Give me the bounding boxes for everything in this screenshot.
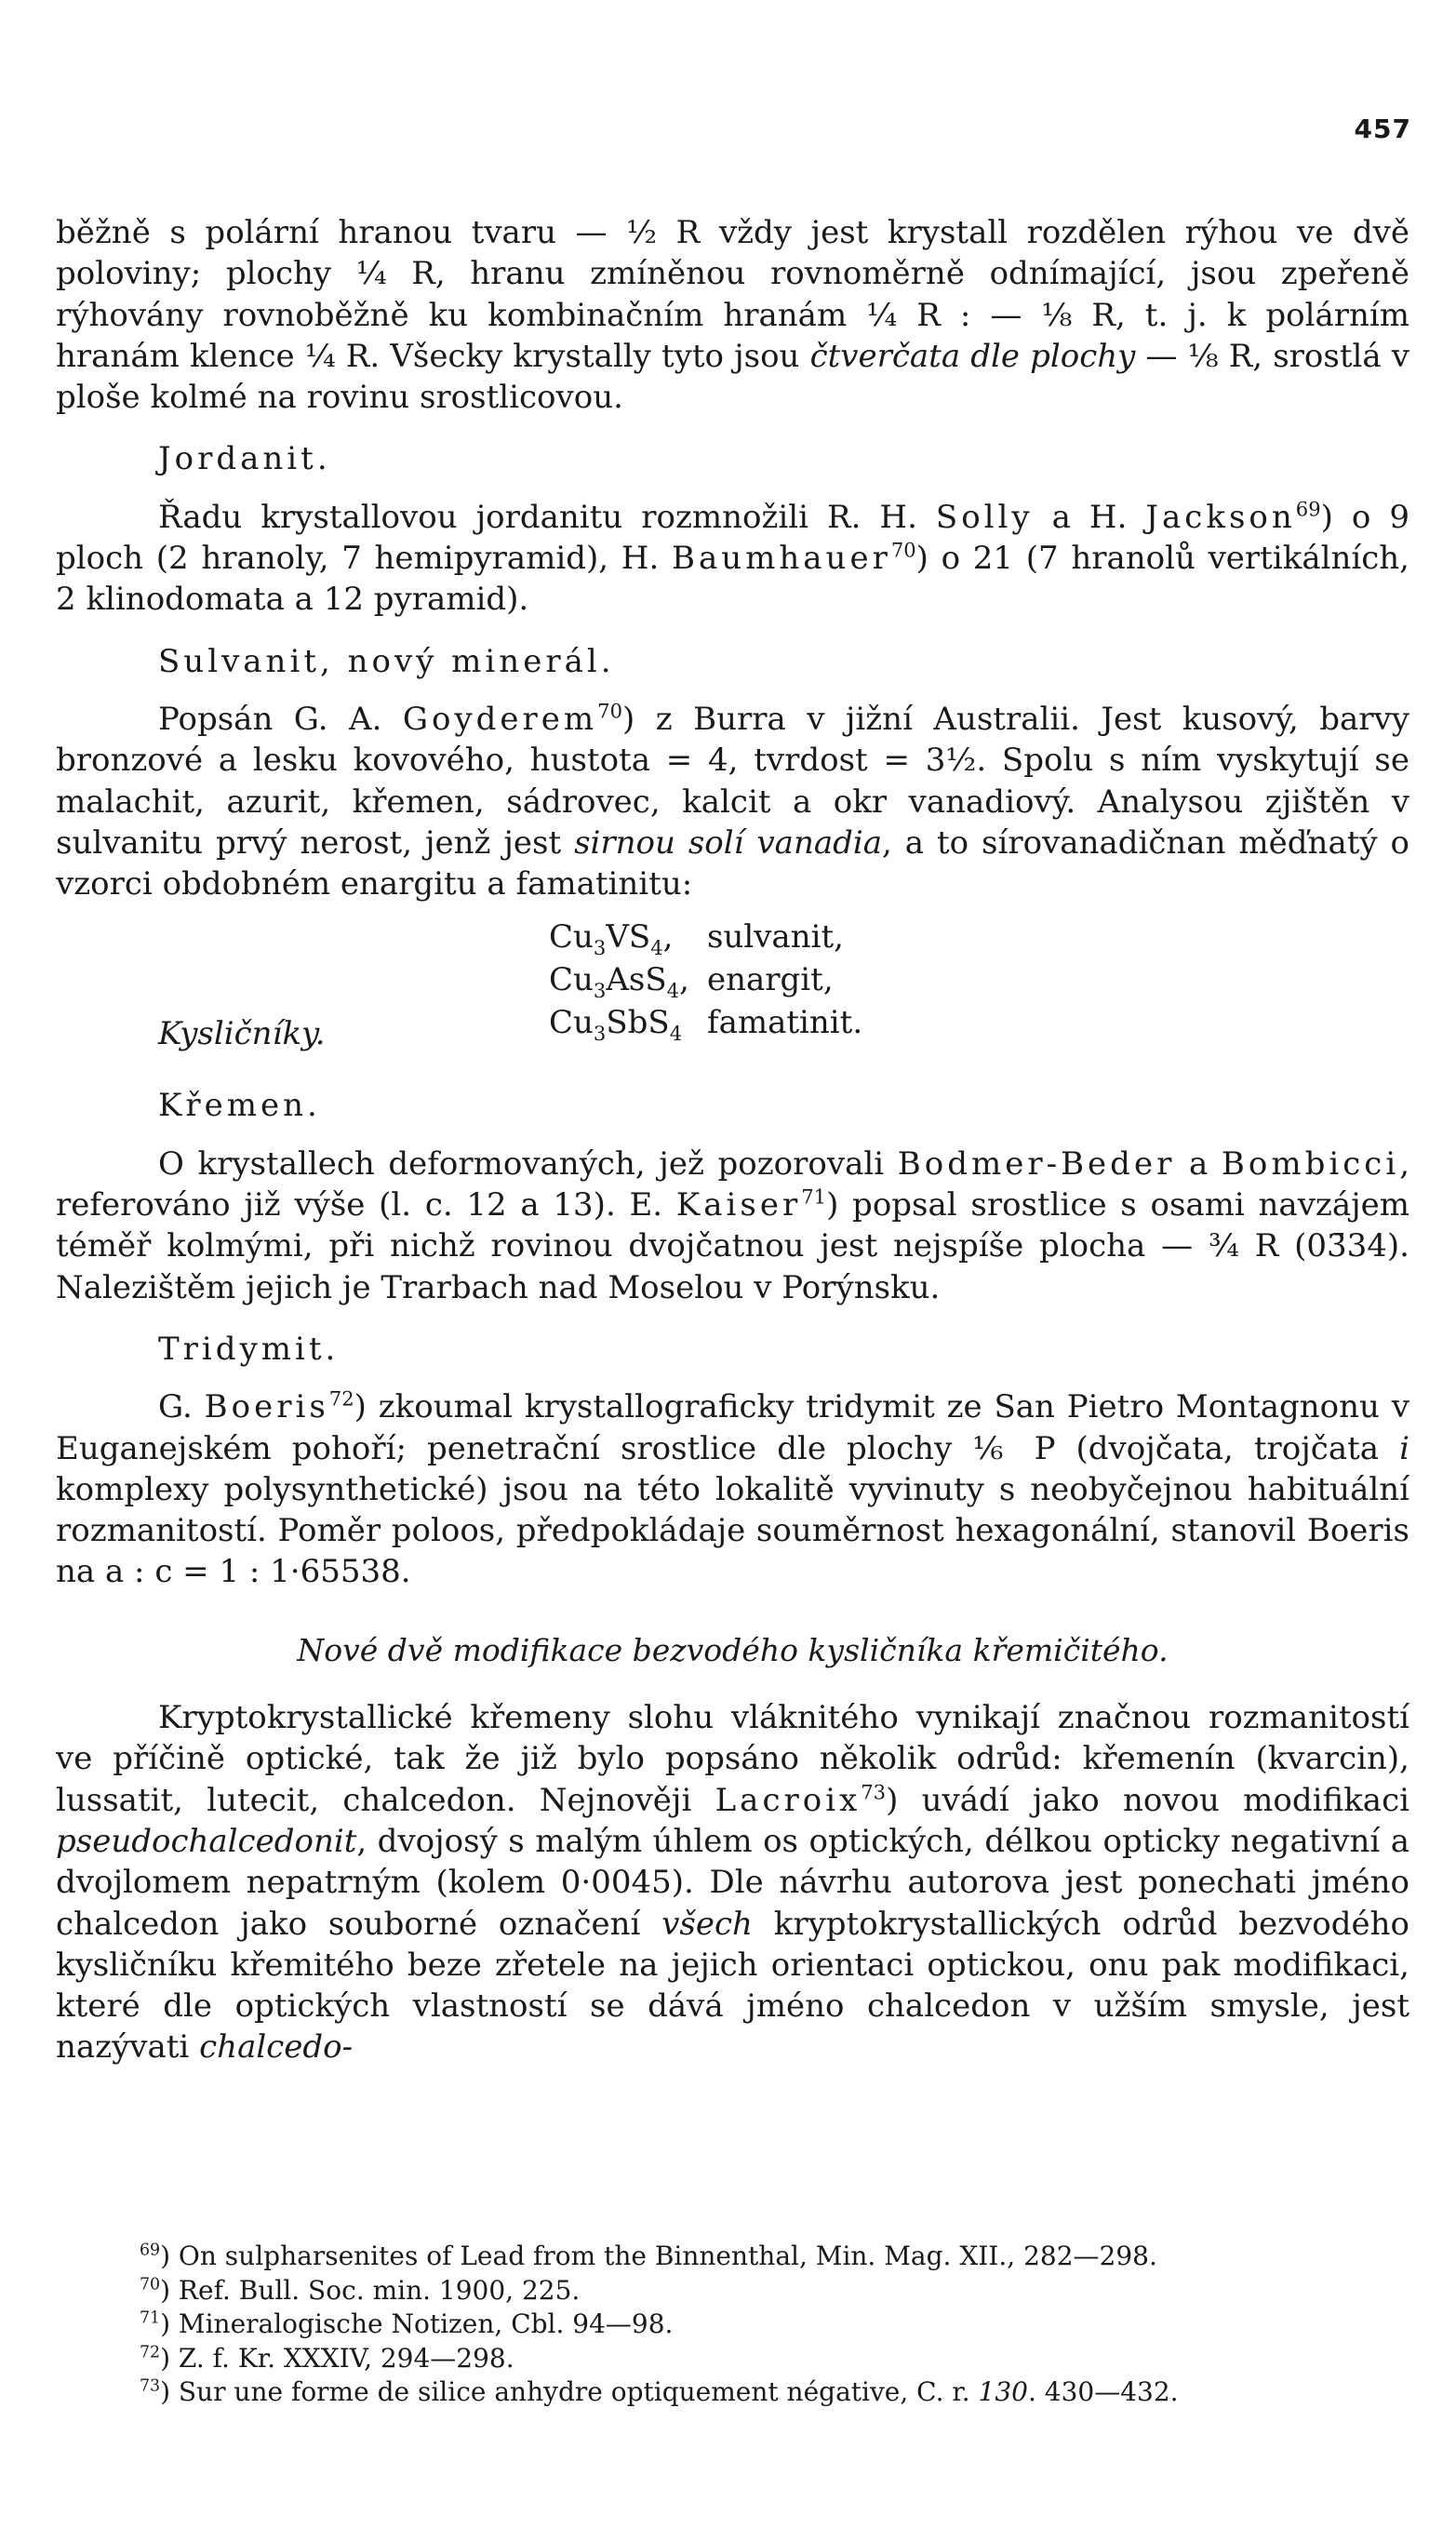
footnote-number: 72	[140, 2343, 161, 2362]
paragraph-jordanit	[56, 497, 1409, 621]
footnote-text: ) Ref. Bull. Soc. min. 1900, 225.	[160, 2274, 581, 2306]
intro-italic: čtverčata dle plochy	[809, 337, 1136, 375]
footnote-70	[140, 2274, 1414, 2308]
footnote-number: 70	[140, 2275, 161, 2294]
heading-kyslicniky: Kysličníky.	[158, 1015, 326, 1053]
text: Popsán G. A.	[158, 700, 382, 738]
author-name: Baumhauer	[671, 540, 891, 578]
page-number: 457	[1354, 114, 1411, 144]
formula-enargit	[549, 958, 862, 1001]
mineral-name: enargit,	[707, 961, 834, 999]
footnote-ref: 71	[801, 1184, 827, 1209]
text: ) z Burra v jižní Australii. Jest kusový, barvy bronzové a lesku kovového, hustota = 4, tvrdost = 3½. Spolu s ním vyskytují se malachit, azurit, křemen, sádrovec, kalcit a okr vanadiový. Analysou zjištěn v sulvanitu prvý nerost, jenž jest	[56, 700, 1409, 862]
text: , referováno již výše (l. c. 12 a 13). E.	[56, 1144, 1410, 1224]
formula-block	[56, 916, 1409, 1064]
formula-part: Cu	[549, 961, 594, 999]
footnote-72	[140, 2342, 1414, 2376]
mineral-name: famatinit.	[707, 1004, 863, 1042]
text: ) o 21 (7 hranolů vertikálních, 2 klinodomata a 12 pyramid).	[56, 540, 1409, 619]
paragraph-sulvanit	[56, 699, 1409, 904]
text: ) uvádí jako novou modifikaci	[886, 1781, 1409, 1819]
text: Řadu krystallovou jordanitu rozmnožili R. H.	[158, 498, 917, 536]
formula-sub: 4	[669, 1022, 683, 1046]
section-title: Nové dvě modifikace bezvodého kysličníka křemičitého.	[297, 1631, 1169, 1668]
author-name: Solly	[935, 498, 1034, 536]
text: ) zkoumal krystallograficky tridymit ze San Pietro Montagnonu v Euganejském pohoří; penetrační srostlice dle plochy ⅙ P (dvojčata, trojčata	[56, 1388, 1409, 1467]
italic-text: i	[1399, 1429, 1409, 1467]
footnotes	[140, 2240, 1414, 2410]
footnote-text: ) Mineralogische Notizen, Cbl. 94—98.	[160, 2308, 674, 2339]
formula-list	[549, 916, 862, 1044]
text: ) o 9 ploch (2 hranoly, 7 hemipyramid), H.	[56, 498, 1409, 578]
text: G.	[158, 1388, 193, 1426]
footnote-ref: 72	[328, 1386, 354, 1411]
heading-sulvanit: Sulvanit, nový minerál.	[158, 642, 615, 680]
heading-tridymit: Tridymit.	[158, 1330, 340, 1368]
footnote-71	[140, 2308, 1414, 2342]
footnote-italic: 130	[978, 2376, 1028, 2407]
formula-part: VS	[606, 918, 651, 957]
footnote-number: 71	[140, 2308, 161, 2328]
text: komplexy polysynthetické) jsou na této lokalitě vyvinuty s neobyčejnou habituální rozmanitostí. Poměr poloos, předpokládaje souměrnost hexagonální, stanovil Boeris na a : c = 1 : 1·65538.	[56, 1470, 1409, 1591]
author-name: Lacroix	[715, 1781, 862, 1819]
footnote-number: 69	[140, 2241, 161, 2260]
formula-part: Cu	[549, 1004, 594, 1042]
intro-text: běžně s polární hranou tvaru — ½ R vždy jest krystall rozdělen rýhou ve dvě poloviny; plochy ¼ R, hranu zmíněnou rovnoměrně odnímající, jsou zpeřeně rýhovány rovnoběžně ku kombinačním hranám ¼ R : — ⅛ R, t. j. k polárním hranám klence ¼ R. Všecky krystally tyto jsou	[56, 214, 1409, 375]
heading-kremen: Křemen.	[158, 1087, 321, 1125]
formula-sulvanit	[549, 916, 862, 958]
text: a H.	[1051, 498, 1128, 536]
formula-sub: 4	[666, 979, 680, 1003]
italic-text: pseudochalcedonit	[56, 1822, 357, 1860]
footnote-ref: 70	[890, 538, 916, 562]
formula-sub: 3	[593, 1022, 607, 1046]
footnote-73	[140, 2375, 1414, 2410]
footnote-ref: 73	[861, 1780, 887, 1804]
footnote-text: ) Sur une forme de silice anhydre optiquement négative, C. r.	[160, 2376, 970, 2407]
text: ) popsal srostlice s osami navzájem téměř kolmými, při nichž rovinou dvojčatnou jest nejspíše plocha — ¾ R (03̄34). Nalezištěm jejich je Trarbach nad Moselou v Porýnsku.	[56, 1186, 1409, 1306]
formula-part: AsS	[606, 961, 667, 999]
footnote-text: ) Z. f. Kr. XXXIV, 294—298.	[160, 2342, 514, 2374]
footnote-69	[140, 2240, 1414, 2274]
author-name: Jackson	[1145, 498, 1296, 536]
author-name: Boeris	[204, 1388, 329, 1426]
text: a	[1188, 1144, 1209, 1183]
text: Kryptokrystallické křemeny slohu vláknitého vynikají značnou rozmanitostí ve příčině optické, tak že již bylo popsáno několik odrůd: křemenín (kvarcin), lussatit, lutecit, chalcedon. Nejnověji	[56, 1699, 1409, 1819]
footnote-number: 73	[140, 2376, 161, 2396]
heading-jordanit: Jordanit.	[158, 440, 331, 478]
formula-part: ,	[679, 961, 689, 999]
text: , dvojosý s malým úhlem os optických, délkou opticky negativní a dvojlomem nepatrným (kolem 0·0045). Dle návrhu autorova jest ponechati jméno chalcedon jako souborné označení	[56, 1822, 1409, 1943]
paragraph-intro	[56, 212, 1409, 418]
intro-text-end: — ⅛ R, srostlá v ploše kolmé na rovinu srostlicovou.	[56, 337, 1409, 417]
formula-sub: 4	[650, 936, 663, 960]
mineral-name: sulvanit,	[707, 918, 844, 957]
formula-sub: 3	[593, 979, 607, 1003]
italic-text: sirnou solí vanadia	[574, 823, 883, 862]
formula-part: ,	[662, 918, 674, 957]
footnote-text: ) On sulpharsenites of Lead from the Binnenthal, Min. Mag. XII., 282—298.	[160, 2241, 1157, 2271]
author-name: Bombicci	[1221, 1144, 1400, 1183]
formula-sub: 3	[593, 936, 607, 960]
text: , a to sírovanadičnan měďnatý o vzorci obdobném enargitu a famatinitu:	[56, 823, 1409, 903]
footnote-ref: 69	[1295, 497, 1321, 521]
text: O krystallech deformovaných, jež pozorovali	[158, 1144, 885, 1183]
paragraph-tridymit	[56, 1386, 1409, 1592]
footnote-text: . 430—432.	[1027, 2376, 1179, 2407]
italic-text: chalcedo-	[199, 2028, 354, 2067]
author-name: Bodmer-Beder	[897, 1144, 1176, 1183]
paragraph-kremen	[56, 1144, 1409, 1308]
author-name: Goyderem	[402, 700, 598, 738]
main-text	[56, 212, 1409, 2068]
footnote-ref: 70	[597, 699, 622, 723]
text: kryptokrystallických odrůd bezvodého kysličníku křemitého beze zřetele na jejich orientaci optickou, onu pak modifikaci, které dle optických vlastností se dává jméno chalcedon v užším smysle, jest nazývati	[56, 1905, 1409, 2067]
formula-famatinit	[549, 1001, 862, 1044]
italic-text: všech	[661, 1905, 753, 1943]
formula-part: SbS	[606, 1004, 670, 1042]
formula-part: Cu	[549, 918, 594, 957]
paragraph-kryptokrystallicke	[56, 1697, 1409, 2068]
author-name: Kaiser	[675, 1186, 802, 1224]
